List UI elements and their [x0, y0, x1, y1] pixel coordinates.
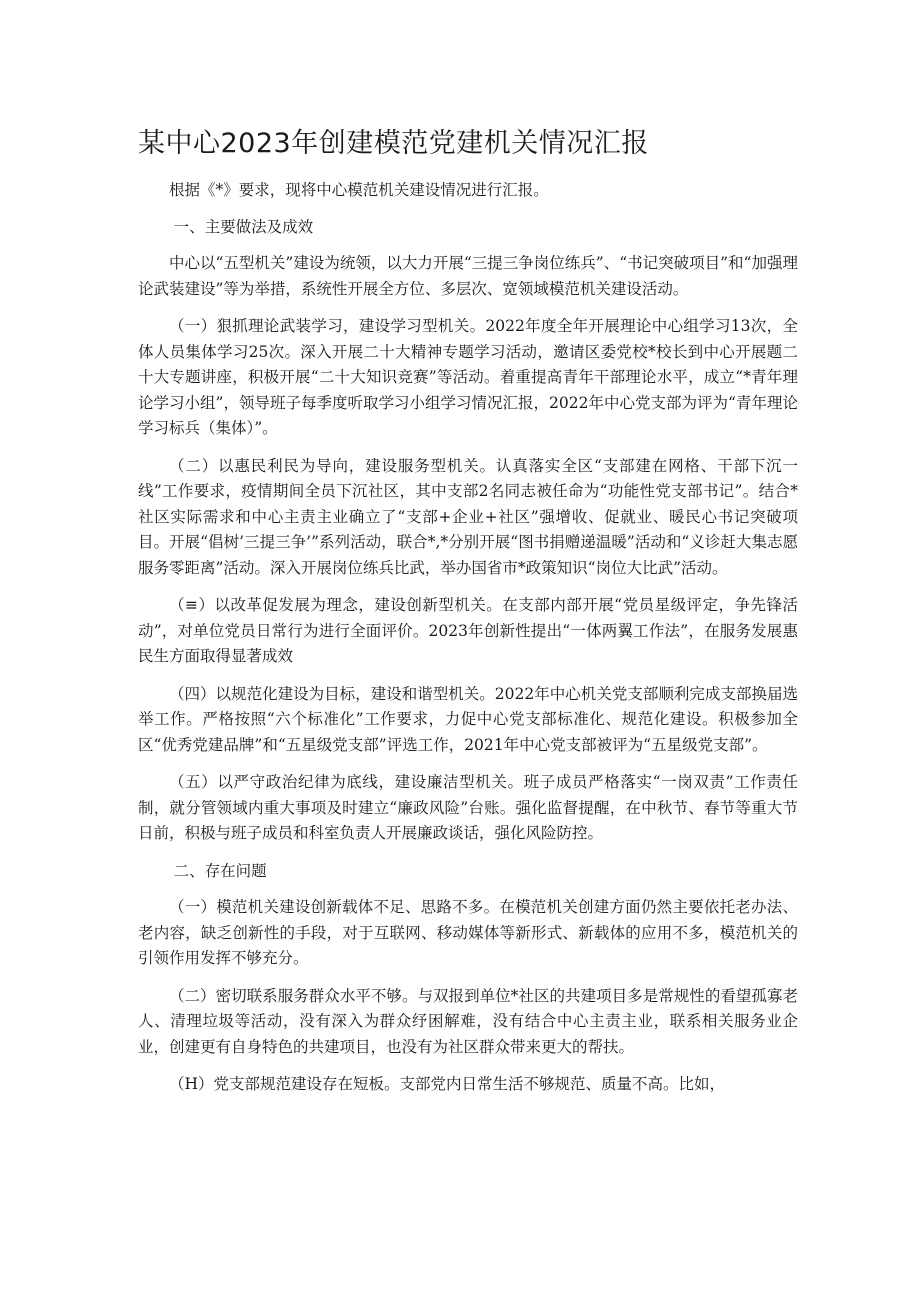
- paragraph-problem-innovation: （一）模范机关建设创新载体不足、思路不多。在模范机关创建方面仍然主要依托老办法、老内容，缺乏创新性的手段，对于互联网、移动媒体等新形式、新载体的应用不多，模范机关的引领作用发挥不够充分。: [138, 898, 798, 967]
- paragraph-problem-standardization: （H）党支部规范建设存在短板。支部党内日常生活不够规范、质量不高。比如，: [169, 1075, 726, 1093]
- section-heading-practices: 一、主要做法及成效: [173, 217, 314, 236]
- paragraph-problem-service: （二）密切联系服务群众水平不够。与双报到单位*社区的共建项目多是常规性的看望孤寡老人、清理垃圾等活动，没有深入为群众纾困解难，没有结合中心主责主业，联系相关服务业企业，创建更有自身特色的共建项目，也没有为社区群众带来更大的帮扶。: [138, 986, 798, 1056]
- paragraph-harmony-organ: （四）以规范化建设为目标，建设和谐型机关。2022年中心机关党支部顺利完成支部换届选举工作。严格按照“六个标准化”工作要求，力促中心党支部标准化、规范化建设。积极参加全区“优秀党建品牌”和“五星级党支部”评选工作，2021年中心党支部被评为“五星级党支部”。: [138, 684, 798, 754]
- document-body: [138, 178, 798, 1098]
- document-title: 某中心2023年创建模范党建机关情况汇报: [138, 128, 649, 159]
- paragraph-integrity-organ: （五）以严守政治纪律为底线，建设廉洁型机关。班子成员严格落实“一岗双责”工作责任制，就分管领域内重大事项及时建立“廉政风险”台账。强化监督提醒，在中秋节、春节等重大节日前，积极与班子成员和科室负责人开展廉政谈话，强化风险防控。: [138, 773, 798, 842]
- paragraph-innovation-organ: （≡）以改革促发展为理念，建设创新型机关。在支部内部开展“党员星级评定，争先锋活动”，对单位党员日常行为进行全面评价。2023年创新性提出“一体两翼工作法”，在服务发展惠民生方面取得显著成效: [138, 596, 798, 665]
- intro-paragraph: 根据《*》要求，现将中心模范机关建设情况进行汇报。: [169, 181, 549, 199]
- section-heading-problems: 二、存在问题: [173, 861, 267, 880]
- paragraph-service-organ: （二）以惠民利民为导向，建设服务型机关。认真落实全区“支部建在网格、干部下沉一线”工作要求，疫情期间全员下沉社区，其中支部2名同志被任命为“功能性党支部书记”。结合*社区实际需求和中心主责主业确立了“支部+企业+社区”强增收、促就业、暖民心书记突破项目。开展“倡树’三提三争’”系列活动，联合*,*分别开展“图书捐赠递温暖”活动和“义诊赶大集志愿服务零距离”活动。深入开展岗位练兵比武，举办国省市*政策知识“岗位大比武”活动。: [138, 456, 798, 577]
- paragraph-learning-organ: （一）狠抓理论武装学习，建设学习型机关。2022年度全年开展理论中心组学习13次，全体人员集体学习25次。深入开展二十大精神专题学习活动，邀请区委党校*校长到中心开展题二十大专题讲座，积极开展“二十大知识竞赛”等活动。着重提高青年干部理论水平，成立“*青年理论学习小组”，领导班子每季度听取学习小组学习情况汇报，2022年中心党支部为评为“青年理论学习标兵（集体）”。: [138, 317, 798, 437]
- paragraph-overview: 中心以“五型机关”建设为统领，以大力开展“三提三争岗位练兵”、“书记突破项目”和“加强理论武装建设”等为举措，系统性开展全方位、多层次、宽领域模范机关建设活动。: [138, 254, 798, 298]
